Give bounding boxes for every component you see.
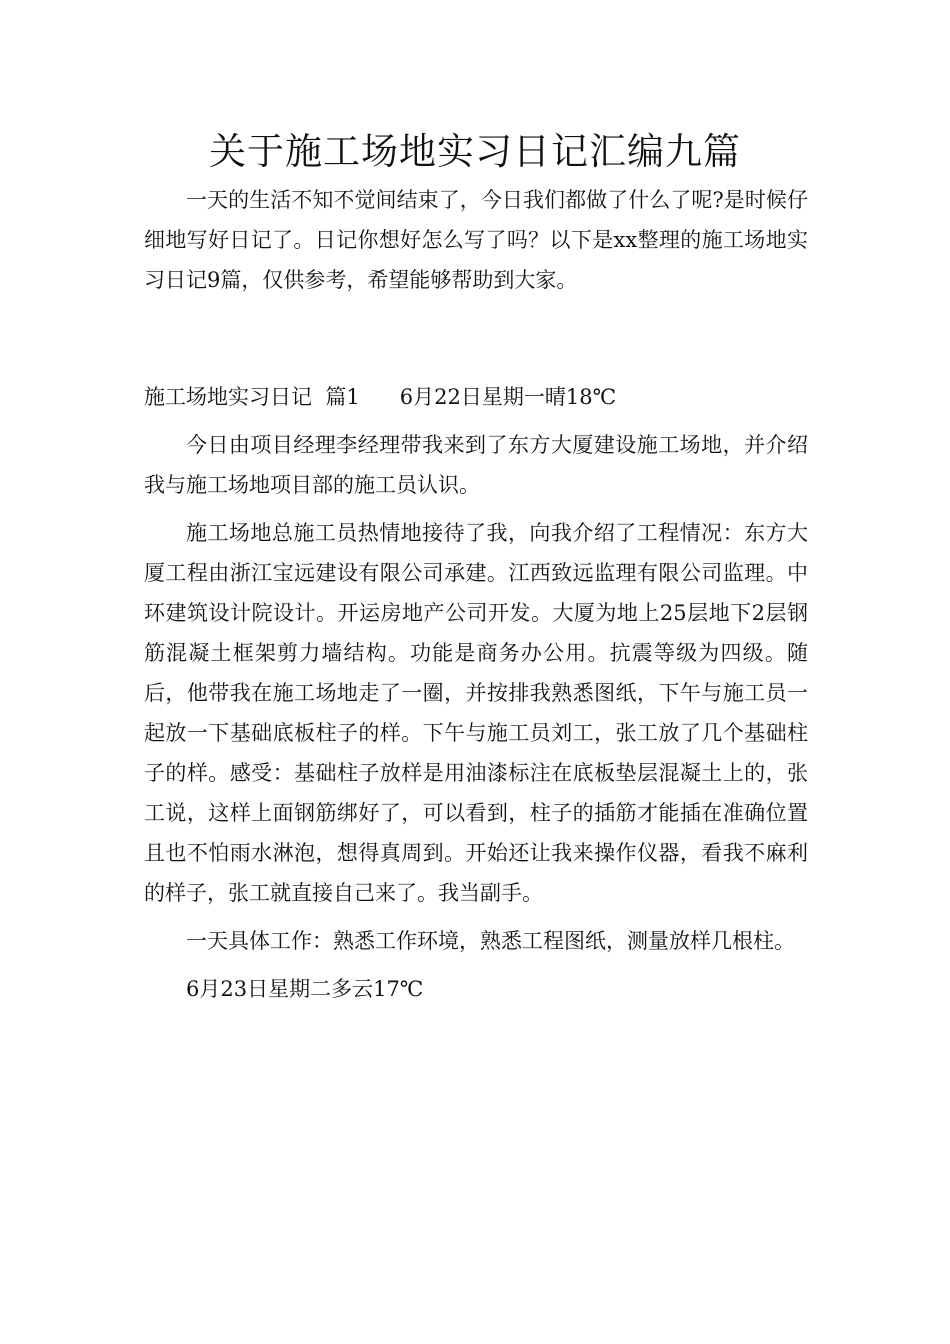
entry-paragraph: 施工场地总施工员热情地接待了我，向我介绍了工程情况：东方大厦工程由浙江宝远建设有限公司承建。江西致远监理有限公司监理。中环建筑设计院设计。开运房地产公司开发。大厦为地上25层地下2层钢筋混凝土框架剪力墙结构。功能是商务办公用。抗震等级为四级。随后，他带我在施工场地走了一圈，并按排我熟悉图纸，下午与施工员一起放一下基础底板柱子的样。下午与施工员刘工，张工放了几个基础柱子的样。感受：基础柱子放样是用油漆标注在底板垫层混凝土上的，张工说，这样上面钢筋绑好了，可以看到，柱子的插筋才能插在准确位置且也不怕雨水淋泡，想得真周到。开始还让我来操作仪器，看我不麻利的样子，张工就直接自己来了。我当副手。	[144, 521, 808, 905]
intro-paragraph: 一天的生活不知不觉间结束了，今日我们都做了什么了呢?是时候仔细地写好日记了。日记你想好怎么写了吗？以下是xx整理的施工场地实习日记9篇，仅供参考，希望能够帮助到大家。	[144, 188, 808, 292]
entry-paragraph: 今日由项目经理李经理带我来到了东方大厦建设施工场地，并介绍我与施工场地项目部的施工员认识。	[144, 433, 808, 497]
document-body	[144, 180, 808, 1009]
document-title: 关于施工场地实习日记汇编九篇	[209, 130, 741, 173]
entry-heading: 施工场地实习日记 篇1 6月22日星期一晴18℃	[144, 385, 617, 409]
entry-date-heading: 6月23日星期二多云17℃	[186, 977, 424, 1001]
entry-paragraph: 一天具体工作：熟悉工作环境，熟悉工程图纸，测量放样几根柱。	[186, 929, 795, 953]
section-gap	[144, 300, 808, 377]
